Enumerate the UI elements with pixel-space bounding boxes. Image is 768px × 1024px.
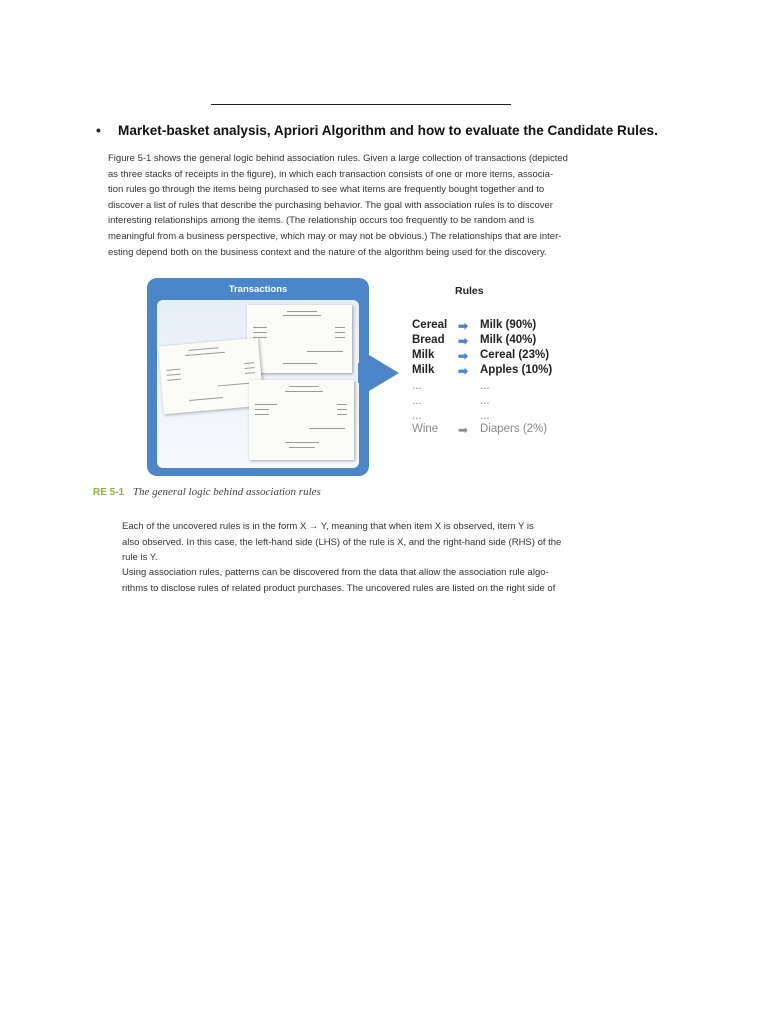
text-line: as three stacks of receipts in the figure), in which each transaction consists of one or more items, associa-: [108, 168, 554, 180]
rule-lhs: Bread: [412, 334, 445, 346]
rule-row: [412, 423, 572, 437]
rule-row: [412, 349, 572, 363]
transactions-title: Transactions: [228, 284, 288, 295]
receipt-image: [249, 380, 354, 460]
text-line: discover a list of rules that describe the purchasing behavior. The goal with association rules is to discover: [108, 199, 553, 211]
receipt-image: [247, 305, 352, 373]
rule-lhs: ...: [412, 410, 422, 422]
rule-rhs: Milk (90%): [480, 319, 537, 331]
rule-lhs: ...: [412, 395, 422, 407]
rule-row: [412, 319, 572, 333]
text-line: Each of the uncovered rules is in the form X → Y, meaning that when item X is observed, item Y is: [122, 521, 534, 532]
rule-lhs: Milk: [412, 364, 435, 376]
text-line: rule is Y.: [122, 552, 158, 564]
rule-rhs: Apples (10%): [480, 364, 553, 376]
paragraph-rule-form: [108, 519, 576, 566]
rule-lhs: Milk: [412, 349, 435, 361]
rule-row: [412, 380, 572, 394]
rule-row: [412, 364, 572, 378]
rule-row: [412, 410, 572, 424]
rule-rhs: Diapers (2%): [480, 423, 548, 435]
transactions-panel: [147, 278, 369, 476]
rule-rhs: ...: [480, 395, 490, 407]
caption-text: The general logic behind association rules: [132, 486, 321, 498]
paragraph-intro: [108, 151, 576, 260]
text-line: meaningful from a business perspective, which may or may not be obvious.) The relationships that are inter-: [108, 230, 562, 242]
text-line: Using association rules, patterns can be discovered from the data that allow the association rule algo-: [122, 567, 549, 578]
rule-rhs: Milk (40%): [480, 334, 537, 346]
rule-arrow-icon: ➡: [458, 423, 469, 437]
text-line: also observed. In this case, the left-hand side (LHS) of the rule is X, and the right-hand side (RHS) of the: [122, 536, 562, 548]
transactions-panel-inner: [157, 300, 359, 468]
rule-row: [412, 334, 572, 348]
rule-row: [412, 395, 572, 409]
rule-lhs: ...: [412, 380, 422, 392]
paragraph-using-rules: [108, 565, 576, 596]
text-line: Figure 5-1 shows the general logic behind association rules. Given a large collection of transactions (depicted: [108, 153, 568, 164]
caption-label: RE 5-1: [93, 487, 125, 498]
text-line: tion rules go through the items being purchased to see what items are frequently bought together and to: [108, 184, 545, 196]
figure-caption: [93, 486, 321, 498]
rule-arrow-icon: ➡: [458, 364, 469, 378]
bullet-marker: •: [96, 122, 101, 138]
rule-arrow-icon: ➡: [458, 349, 469, 363]
receipt-image: [158, 338, 264, 414]
section-heading: Market-basket analysis, Apriori Algorithm and how to evaluate the Candidate Rules.: [118, 123, 658, 138]
header-rule: [211, 104, 511, 105]
rule-rhs: Cereal (23%): [480, 349, 550, 361]
rule-lhs: Cereal: [412, 319, 448, 331]
rule-rhs: ...: [480, 380, 490, 392]
rule-rhs: ...: [480, 410, 490, 422]
text-line: interesting relationships among the items. (The relationship occurs too frequently to be random and is: [108, 215, 535, 227]
flow-arrow-icon: [369, 355, 399, 391]
rule-arrow-icon: ➡: [458, 334, 469, 348]
text-line: esting depend both on the business context and the nature of the algorithm being used for the discovery.: [108, 246, 547, 258]
text-line: rithms to disclose rules of related product purchases. The uncovered rules are listed on the right side of: [122, 582, 556, 594]
rules-title: Rules: [455, 285, 484, 297]
rule-lhs: Wine: [412, 423, 439, 435]
rule-arrow-icon: ➡: [458, 319, 469, 333]
